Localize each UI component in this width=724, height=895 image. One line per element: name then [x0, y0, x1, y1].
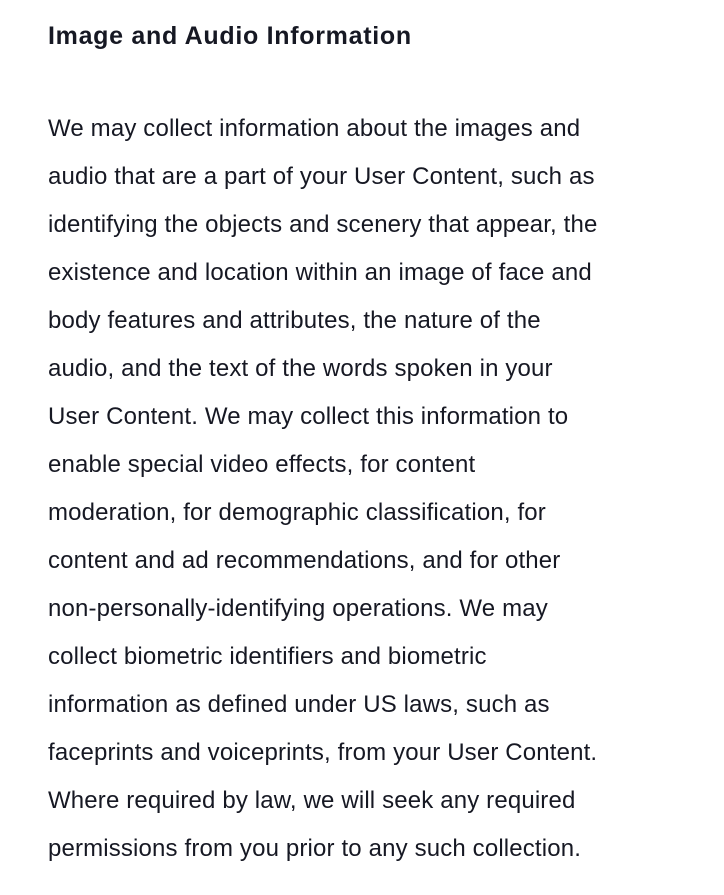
paragraph-line: identifying the objects and scenery that appear, the: [48, 211, 598, 238]
paragraph-line: We may collect information about the images and: [48, 115, 581, 142]
paragraph-line: audio that are a part of your User Content, such as: [48, 163, 595, 190]
paragraph-line: collect biometric identifiers and biometric: [48, 643, 487, 670]
paragraph-line: audio, and the text of the words spoken in your: [48, 355, 553, 382]
section-paragraph: [48, 105, 708, 873]
paragraph-line: Where required by law, we will seek any required: [48, 787, 576, 814]
paragraph-line: enable special video effects, for content: [48, 451, 476, 478]
paragraph-line: existence and location within an image of face and: [48, 259, 592, 286]
paragraph-line: content and ad recommendations, and for other: [48, 547, 561, 574]
paragraph-line: faceprints and voiceprints, from your User Content.: [48, 739, 598, 766]
paragraph-line: moderation, for demographic classification, for: [48, 499, 546, 526]
paragraph-line: non-personally-identifying operations. We may: [48, 595, 548, 622]
paragraph-line: permissions from you prior to any such collection.: [48, 835, 582, 862]
paragraph-line: body features and attributes, the nature of the: [48, 307, 541, 334]
paragraph-line: User Content. We may collect this information to: [48, 403, 569, 430]
paragraph-line: information as defined under US laws, such as: [48, 691, 550, 718]
section-heading: Image and Audio Information: [48, 22, 412, 50]
